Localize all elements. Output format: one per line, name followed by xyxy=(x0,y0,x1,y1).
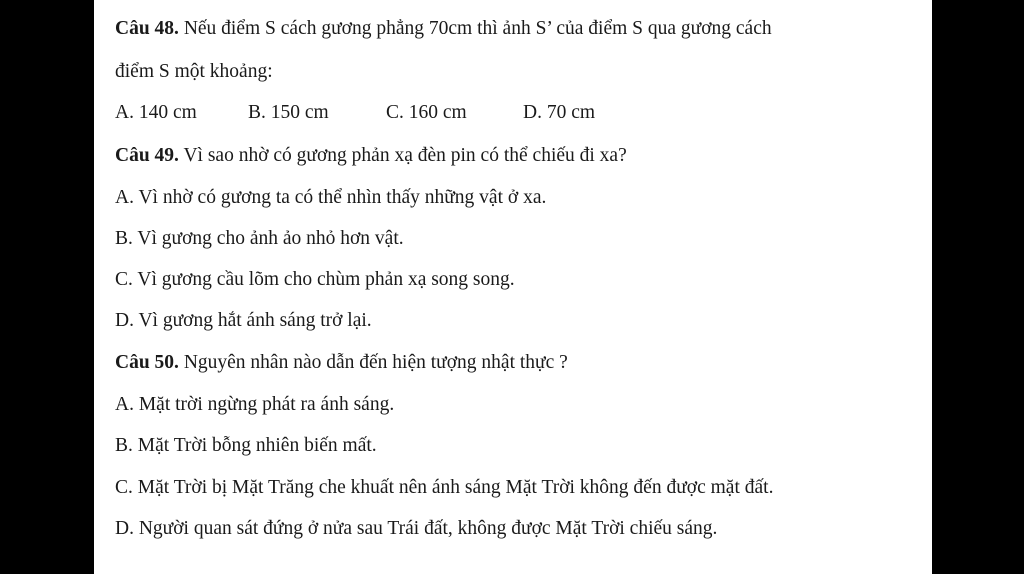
question-49-option-d: D. Vì gương hắt ánh sáng trở lại. xyxy=(115,310,372,331)
question-49-number: Câu 49. xyxy=(115,145,179,166)
question-48-options xyxy=(115,101,595,125)
question-50-option-a: A. Mặt trời ngừng phát ra ánh sáng. xyxy=(115,394,395,415)
document-page xyxy=(94,0,932,574)
question-48-number: Câu 48. xyxy=(115,18,179,39)
question-50-option-b: B. Mặt Trời bỗng nhiên biến mất. xyxy=(115,435,377,456)
question-49-option-c: C. Vì gương cầu lõm cho chùm phản xạ song song. xyxy=(115,269,515,290)
question-48-option-d: D. 70 cm xyxy=(523,102,596,123)
question-48-line1 xyxy=(115,17,772,41)
question-48-option-a: A. 140 cm xyxy=(115,102,197,123)
question-49-option-b: B. Vì gương cho ảnh ảo nhỏ hơn vật. xyxy=(115,228,404,249)
question-50-line xyxy=(115,351,568,375)
question-49-text: Vì sao nhờ có gương phản xạ đèn pin có thể chiếu đi xa? xyxy=(178,145,627,166)
question-49-line xyxy=(115,144,627,168)
question-48-text-line2: điểm S một khoảng: xyxy=(115,61,273,82)
question-48-text-line1: Nếu điểm S cách gương phẳng 70cm thì ảnh S’ của điểm S qua gương cách xyxy=(178,18,772,39)
question-50-number: Câu 50. xyxy=(115,352,179,373)
question-49-option-a: A. Vì nhờ có gương ta có thể nhìn thấy những vật ở xa. xyxy=(115,187,547,208)
question-48-option-c: C. 160 cm xyxy=(386,102,467,123)
question-50-option-c: C. Mặt Trời bị Mặt Trăng che khuất nên ánh sáng Mặt Trời không đến được mặt đất. xyxy=(115,477,774,498)
question-50-text: Nguyên nhân nào dẫn đến hiện tượng nhật thực ? xyxy=(178,352,568,373)
question-48-option-b: B. 150 cm xyxy=(248,102,329,123)
question-50-option-d: D. Người quan sát đứng ở nửa sau Trái đất, không được Mặt Trời chiếu sáng. xyxy=(115,518,718,539)
